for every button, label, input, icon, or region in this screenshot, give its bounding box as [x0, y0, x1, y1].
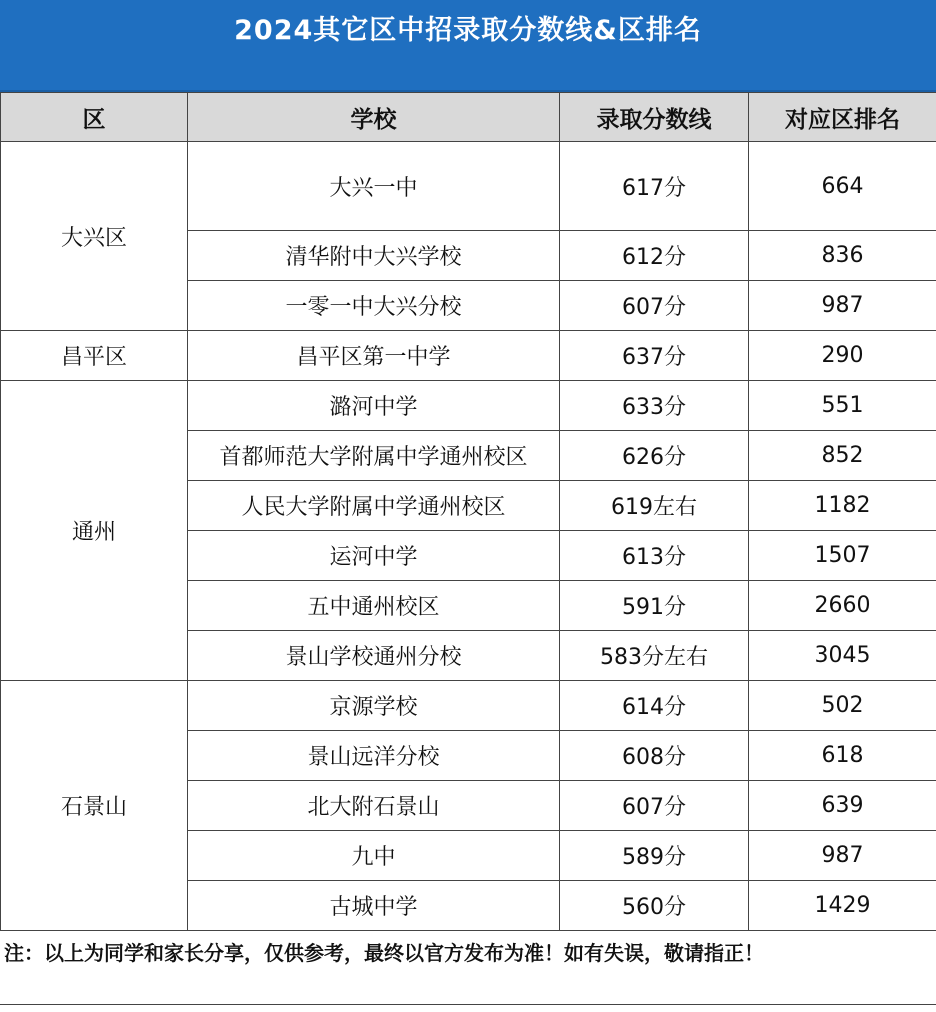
table-row [1, 142, 936, 231]
rank-cell: 1182 [749, 481, 936, 531]
score-cell: 608分 [560, 731, 749, 781]
district-cell: 通州 [1, 381, 188, 681]
score-cell: 583分左右 [560, 631, 749, 681]
school-cell: 清华附中大兴学校 [188, 231, 560, 281]
rank-cell: 664 [749, 142, 936, 231]
district-cell: 石景山 [1, 681, 188, 931]
table-row [1, 331, 936, 381]
score-cell: 589分 [560, 831, 749, 881]
score-cell: 619左右 [560, 481, 749, 531]
school-cell: 大兴一中 [188, 142, 560, 231]
header-rank: 对应区排名 [749, 93, 936, 142]
rank-cell: 852 [749, 431, 936, 481]
school-cell: 古城中学 [188, 881, 560, 931]
table-row [1, 381, 936, 431]
score-cell: 607分 [560, 281, 749, 331]
rank-cell: 836 [749, 231, 936, 281]
title-banner [0, 0, 936, 92]
score-cell: 591分 [560, 581, 749, 631]
score-cell: 637分 [560, 331, 749, 381]
score-cell: 617分 [560, 142, 749, 231]
score-cell: 613分 [560, 531, 749, 581]
school-cell: 运河中学 [188, 531, 560, 581]
school-cell: 景山远洋分校 [188, 731, 560, 781]
rank-cell: 987 [749, 281, 936, 331]
score-cell: 607分 [560, 781, 749, 831]
school-cell: 潞河中学 [188, 381, 560, 431]
rank-cell: 502 [749, 681, 936, 731]
score-cell: 633分 [560, 381, 749, 431]
school-cell: 北大附石景山 [188, 781, 560, 831]
header-school: 学校 [188, 93, 560, 142]
divider [0, 1004, 936, 1005]
rank-cell: 2660 [749, 581, 936, 631]
school-cell: 昌平区第一中学 [188, 331, 560, 381]
page-title: 2024其它区中招录取分数线&区排名 [234, 15, 702, 46]
rank-cell: 551 [749, 381, 936, 431]
district-cell: 大兴区 [1, 142, 188, 331]
school-cell: 首都师范大学附属中学通州校区 [188, 431, 560, 481]
rank-cell: 639 [749, 781, 936, 831]
score-cell: 612分 [560, 231, 749, 281]
table-row [1, 681, 936, 731]
score-cell: 626分 [560, 431, 749, 481]
score-table [0, 92, 936, 931]
rank-cell: 290 [749, 331, 936, 381]
district-cell: 昌平区 [1, 331, 188, 381]
school-cell: 景山学校通州分校 [188, 631, 560, 681]
score-cell: 560分 [560, 881, 749, 931]
school-cell: 五中通州校区 [188, 581, 560, 631]
rank-cell: 3045 [749, 631, 936, 681]
header-district: 区 [1, 93, 188, 142]
school-cell: 人民大学附属中学通州校区 [188, 481, 560, 531]
school-cell: 九中 [188, 831, 560, 881]
disclaimer-note: 注：以上为同学和家长分享，仅供参考，最终以官方发布为准！如有失误，敬请指正！ [4, 941, 764, 965]
school-cell: 一零一中大兴分校 [188, 281, 560, 331]
rank-cell: 1429 [749, 881, 936, 931]
header-row [1, 93, 936, 142]
score-cell: 614分 [560, 681, 749, 731]
header-score: 录取分数线 [560, 93, 749, 142]
school-cell: 京源学校 [188, 681, 560, 731]
rank-cell: 618 [749, 731, 936, 781]
rank-cell: 987 [749, 831, 936, 881]
rank-cell: 1507 [749, 531, 936, 581]
